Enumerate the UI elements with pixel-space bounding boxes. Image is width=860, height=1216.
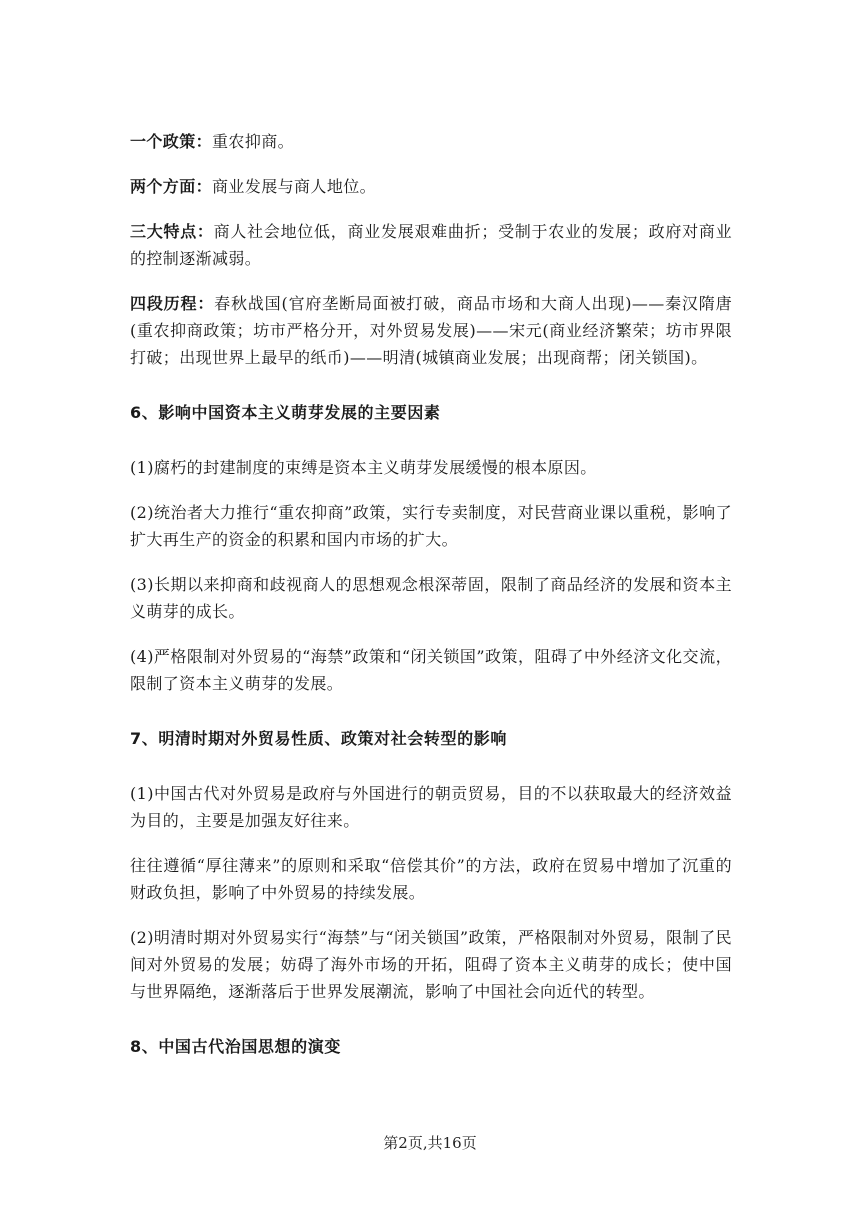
- section-7-heading: 7、明清时期对外贸易性质、政策对社会转型的影响: [130, 729, 507, 748]
- summary-features-lead: 三大特点：: [130, 222, 214, 241]
- summary-features: [130, 218, 732, 272]
- summary-aspects-lead: 两个方面：: [130, 177, 213, 196]
- section-7-item-1: (1)中国古代对外贸易是政府与外国进行的朝贡贸易，目的不以获取最大的经济效益为目的，主要是加强友好往来。: [130, 784, 732, 830]
- section-6-item-3: (3)长期以来抑商和歧视商人的思想观念根深蒂固，限制了商品经济的发展和资本主义萌芽的成长。: [130, 575, 732, 621]
- summary-stages: [130, 290, 732, 371]
- summary-features-text: 商人社会地位低，商业发展艰难曲折；受制于农业的发展；政府对商业的控制逐渐减弱。: [130, 222, 732, 268]
- document-body: [130, 128, 732, 1088]
- section-8-heading: 8、中国古代治国思想的演变: [130, 1037, 341, 1056]
- section-7-item-3: (2)明清时期对外贸易实行“海禁”与“闭关锁国”政策，严格限制对外贸易，限制了民间对外贸易的发展；妨碍了海外市场的开拓，阻碍了资本主义萌芽的成长；使中国与世界隔绝，逐渐落后于世界发展潮流，影响了中国社会向近代的转型。: [130, 928, 732, 1001]
- page-number: 第2页,共16页: [383, 1134, 477, 1152]
- section-6-item-4: (4)严格限制对外贸易的“海禁”政策和“闭关锁国”政策，阻碍了中外经济文化交流，限制了资本主义萌芽的发展。: [130, 647, 732, 693]
- summary-policy: [130, 128, 732, 155]
- summary-policy-text: 重农抑商。: [212, 132, 295, 151]
- summary-aspects-text: 商业发展与商人地位。: [212, 177, 377, 196]
- summary-aspects: [130, 173, 732, 200]
- summary-policy-lead: 一个政策：: [130, 132, 213, 151]
- section-6-heading: 6、影响中国资本主义萌芽发展的主要因素: [130, 403, 441, 422]
- section-6-item-2: (2)统治者大力推行“重农抑商”政策，实行专卖制度，对民营商业课以重税，影响了扩大再生产的资金的积累和国内市场的扩大。: [130, 503, 732, 549]
- summary-stages-lead: 四段历程：: [130, 294, 215, 313]
- summary-stages-text: 春秋战国(官府垄断局面被打破，商品市场和大商人出现)——秦汉隋唐(重农抑商政策；坊市严格分开，对外贸易发展)——宋元(商业经济繁荣；坊市界限打破；出现世界上最早的纸币)——明清(城镇商业发展；出现商帮；闭关锁国)。: [130, 294, 732, 367]
- section-6-item-1: (1)腐朽的封建制度的束缚是资本主义萌芽发展缓慢的根本原因。: [130, 458, 597, 477]
- section-7-item-2: 往往遵循“厚往薄来”的原则和采取“倍偿其价”的方法，政府在贸易中增加了沉重的财政负担，影响了中外贸易的持续发展。: [130, 856, 732, 902]
